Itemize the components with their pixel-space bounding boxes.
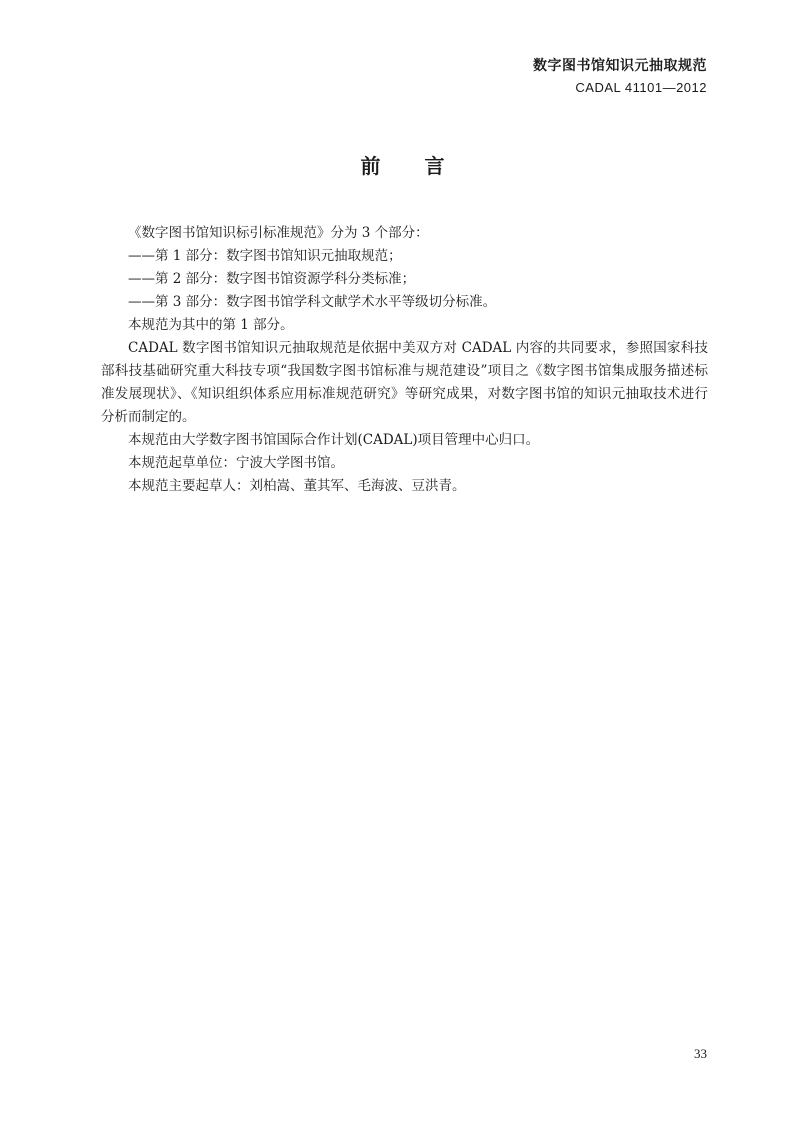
paragraph-this-part: 本规范为其中的第 1 部分。 [128,317,294,333]
paragraph-drafting-unit: 本规范起草单位：宁波大学图书馆。 [128,455,344,471]
page-title-char-2: 言 [424,154,445,178]
running-header-standard-code: CADAL 41101—2012 [575,80,707,95]
paragraph-owner: 本规范由大学数字图书馆国际合作计划(CADAL)项目管理中心归口。 [128,432,540,448]
paragraph-intro: 《数字图书馆知识标引标准规范》分为 3 个部分： [128,225,429,241]
list-item-part-3: ——第 3 部分：数字图书馆学科文献学术水平等级切分标准。 [128,294,497,310]
page-title-char-1: 前 [360,154,381,178]
foreword-body [101,222,708,498]
paragraph-drafters: 本规范主要起草人：刘柏嵩、董其军、毛海波、豆洪青。 [128,478,466,494]
list-item-part-2: ——第 2 部分：数字图书馆资源学科分类标准； [128,271,416,287]
running-header-title: 数字图书馆知识元抽取规范 [533,58,707,74]
page-number: 33 [694,1046,707,1061]
page-title [0,150,805,179]
list-item-part-1: ——第 1 部分：数字图书馆知识元抽取规范； [128,248,402,264]
paragraph-basis: CADAL 数字图书馆知识元抽取规范是依据中美双方对 CADAL 内容的共同要求，参照国家科技部科技基础研究重大科技专项“我国数字图书馆标准与规范建设”项目之《数字图书馆集成服务描述标准发展现状》、《知识组织体系应用标准规范研究》等研究成果，对数字图书馆的知识元抽取技术进行分析而制定的。 [101,340,708,425]
